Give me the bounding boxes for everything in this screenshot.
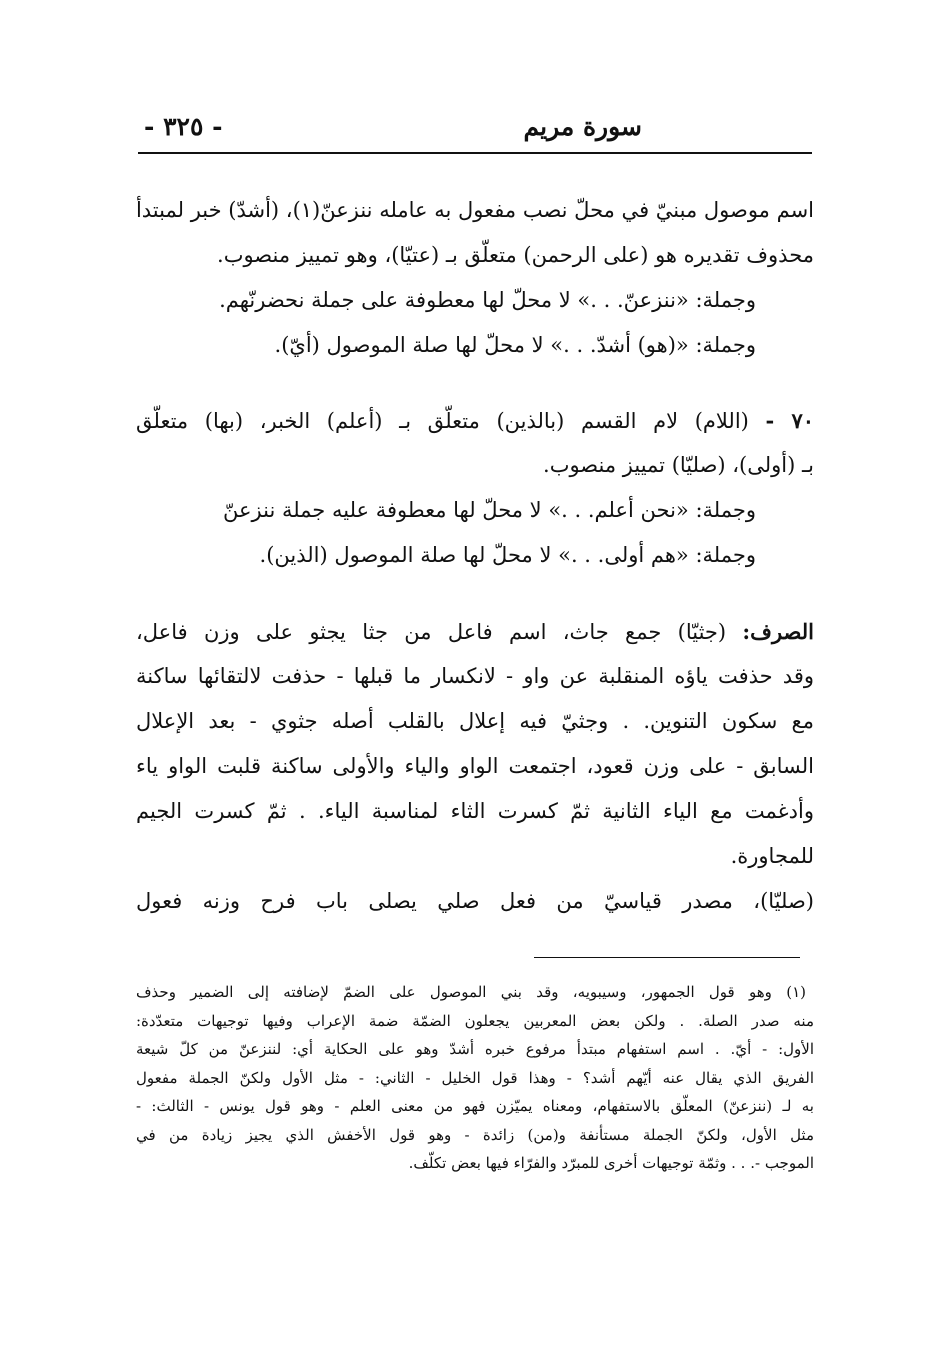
text-line: وجملة: «(هو) أشدّ. . .» لا محلّ لها صلة الموصول (أيّ). xyxy=(274,333,756,357)
footnote-separator xyxy=(534,957,800,958)
text-line xyxy=(136,609,814,654)
text-line: وقد حذفت ياؤه المنقلبة عن واو - لانكسار ما قبلها - حذفت لالتقائها ساكنة xyxy=(136,664,814,688)
text-line xyxy=(136,398,814,443)
text-line: السابق - على وزن قعود، اجتمعت الواو والياء والأولى ساكنة قلبت الواو ياء xyxy=(136,754,814,778)
text-line: وجملة: «هم أولى. . .» لا محلّ لها صلة الموصول (الذين). xyxy=(259,543,756,567)
morphology-block xyxy=(136,609,814,924)
text-line: وجملة: «نحن أعلم. . .» لا محلّ لها معطوفة عليه جملة ننزعنّ xyxy=(223,498,756,522)
parsing-block-1 xyxy=(136,188,814,368)
page-title: سورة مريم xyxy=(523,112,642,141)
page-number: - ٣٢٥ - xyxy=(144,112,223,141)
text-line: اسم موصول مبنيّ في محلّ نصب مفعول به عامله ننزعنّ(١)، (أشدّ) خبر لمبتدأ xyxy=(136,198,814,222)
text-line: بـ (أولى)، (صليّا) تمييز منصوب. xyxy=(543,453,814,477)
page-header xyxy=(138,108,812,152)
text-line: وأدغمت مع الياء الثانية ثمّ كسرت الثاء لمناسبة الياء. . ثمّ كسرت الجيم xyxy=(136,799,814,823)
verse-number: ٧٠ - xyxy=(765,408,814,433)
footnote-line: (١) وهو قول الجمهور، وسيبويه، وقد بني الموصول على الضمّ لإضافته إلى الضمير وحذف xyxy=(136,983,806,1001)
text-line: مع سكون التنوين. . وجثيّ فيه إعلال بالقلب أصله جثوي - بعد الإعلال xyxy=(136,709,814,733)
verse-text: (اللام) لام القسم (بالذين) متعلّق بـ (أعلم) الخبر، (بها) متعلّق xyxy=(136,409,749,433)
text-line: وجملة: «ننزعنّ. . .» لا محلّ لها معطوفة على جملة نحضرنّهم. xyxy=(219,288,756,312)
footnote-line: الفريق الذي يقال عنه أيّهم أشد؟ - وهذا قول الخليل - الثاني: - مثل الأول ولكنّ الجملة مفعول xyxy=(136,1068,814,1087)
text-line: للمجاورة. xyxy=(730,844,814,868)
footnote-block xyxy=(136,978,814,1178)
footnote-line: الموجب -. . . وثمّة توجيهات أخرى للمبرّد والفرّاء فيها بعض تكلّف. xyxy=(408,1154,814,1172)
text-line: محذوف تقديره هو (على الرحمن) متعلّق بـ (عتيّا)، وهو تمييز منصوب. xyxy=(217,243,814,267)
header-rule xyxy=(138,152,812,154)
parsing-block-verse-70 xyxy=(136,398,814,578)
footnote-line: به لـ (ننزعنّ) المعلّق بالاستفهام، ومعناه يميّزن فهو من معنى العلم - وهو قول يونس - الثالث: - xyxy=(136,1097,814,1115)
text-line: (صليّا)، مصدر قياسيّ من فعل صلي يصلى باب فرح وزنه فعول xyxy=(136,889,814,913)
morphology-text: (جثيّا) جمع جاث، اسم فاعل من جثا يجثو على وزن فاعل، xyxy=(136,620,727,644)
footnote-line: مثل الأول، ولكنّ الجملة مستأنفة و(من) زائدة - وهو قول الأخفش الذي يجيز زيادة من في xyxy=(136,1125,814,1144)
footnote-line: الأول: - أيّ. . اسم استفهام مبتدأ مرفوع خبره أشدّ وهو على الحكاية أي: لننزعنّ من كلّ شيعة xyxy=(136,1040,814,1058)
footnote-line: منه صدر الصلة. . ولكن بعض المعربين يجعلون الضمّة ضمة الإعراب وفيها توجيهات متعدّدة: xyxy=(136,1011,814,1030)
section-label: الصرف: xyxy=(742,619,814,644)
